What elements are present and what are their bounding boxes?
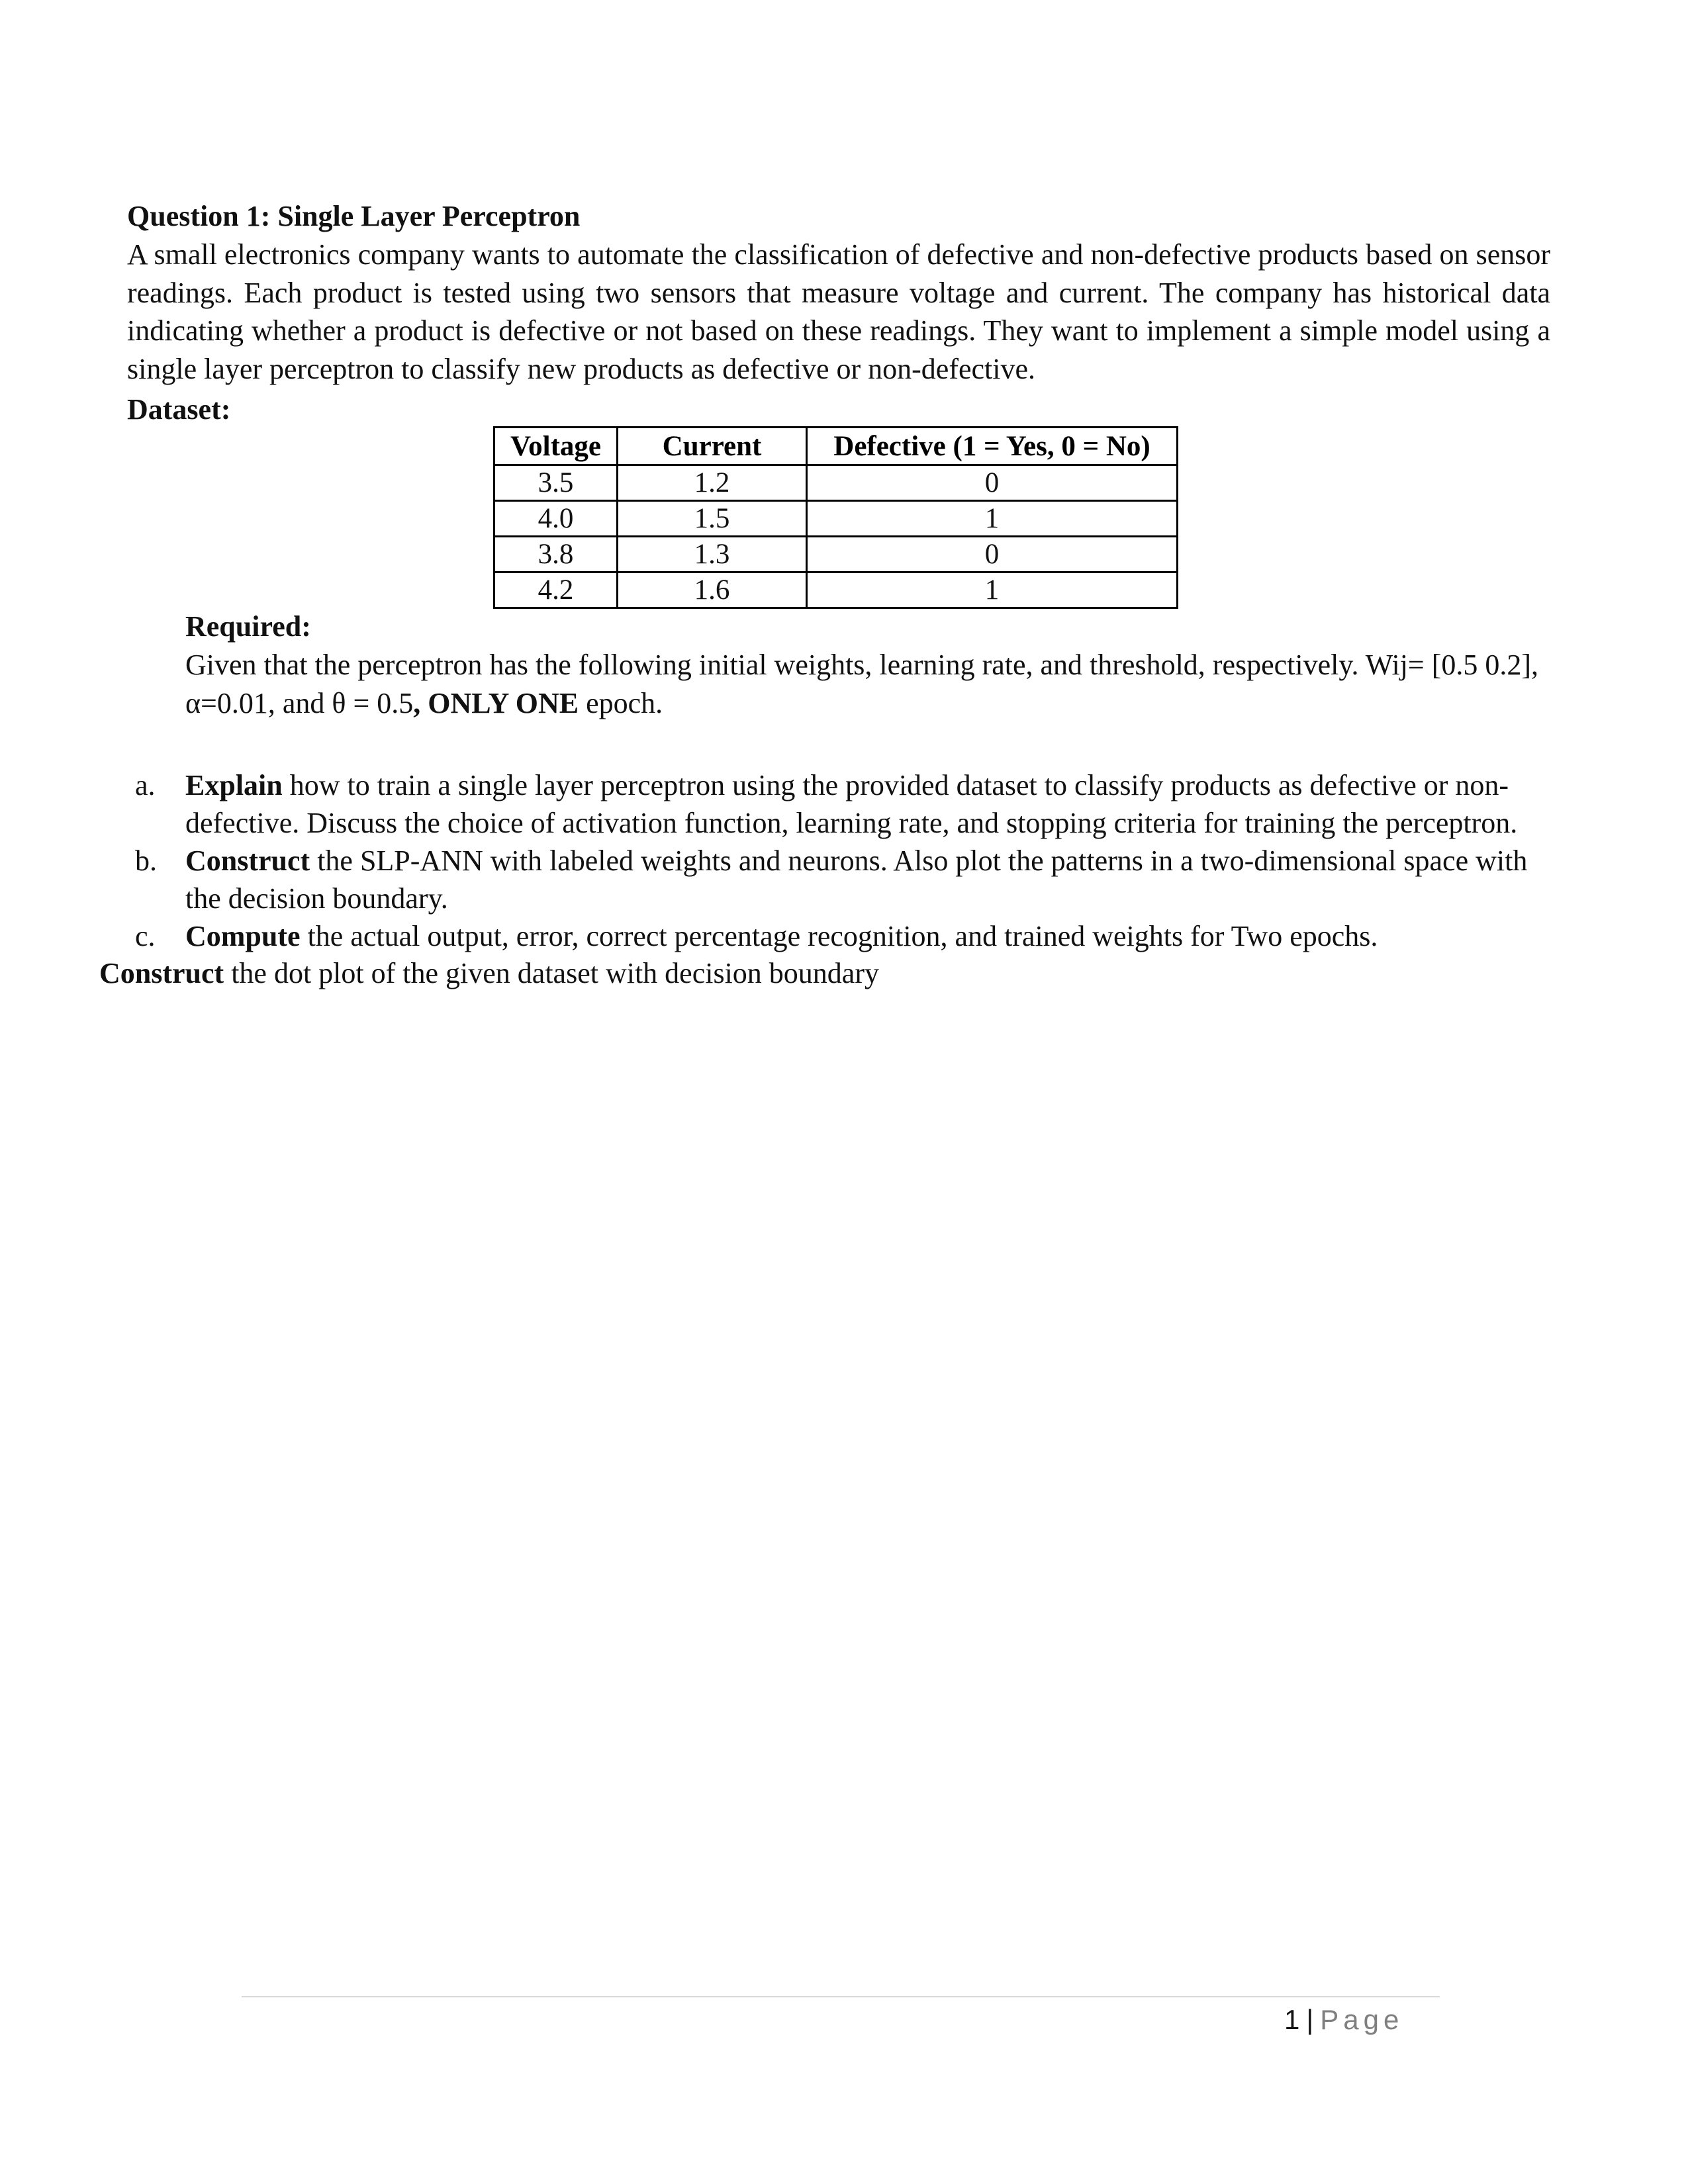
construct-dot-plot-line — [99, 954, 879, 992]
cell-defective: 1 — [807, 501, 1178, 537]
task-body — [185, 842, 1549, 917]
table-row — [494, 537, 1178, 572]
cell-defective: 0 — [807, 465, 1178, 501]
task-verb: Compute — [185, 920, 301, 952]
task-text: the SLP-ANN with labeled weights and neurons. Also plot the patterns in a two-dimensional space with the decision boundary. — [185, 844, 1528, 915]
task-body — [185, 917, 1549, 955]
cell-current: 1.6 — [618, 572, 807, 608]
task-verb: Construct — [185, 844, 310, 877]
task-marker: c. — [135, 920, 156, 952]
cell-current: 1.3 — [618, 537, 807, 572]
header-defective: Defective (1 = Yes, 0 = No) — [807, 428, 1178, 465]
task-text: the actual output, error, correct percentage recognition, and trained weights for Two epochs. — [300, 920, 1378, 952]
given-text: Given that the perceptron has the following initial weights, learning rate, and threshold, respectively. Wij= [0.5 0.2], α=0.01, and θ = 0.5 — [185, 649, 1539, 719]
task-marker: a. — [135, 769, 156, 801]
table-header-row — [494, 428, 1178, 465]
required-label: Required: — [185, 610, 311, 643]
header-current: Current — [618, 428, 807, 465]
table-row — [494, 465, 1178, 501]
cell-defective: 1 — [807, 572, 1178, 608]
cell-voltage: 3.8 — [494, 537, 618, 572]
footer-divider — [242, 1996, 1440, 1997]
task-text: how to train a single layer perceptron using the provided dataset to classify products as defective or non-defective. Discuss the choice of activation function, learning rate, and stopping criteria for training the perceptron. — [185, 769, 1518, 839]
cell-current: 1.2 — [618, 465, 807, 501]
cell-defective: 0 — [807, 537, 1178, 572]
cell-voltage: 4.0 — [494, 501, 618, 537]
cell-voltage: 4.2 — [494, 572, 618, 608]
table-row — [494, 501, 1178, 537]
page-label: Page — [1320, 2004, 1404, 2035]
construct-verb: Construct — [99, 957, 224, 989]
question-intro: A small electronics company wants to automate the classification of defective and non-defective products based on sensor readings. Each product is tested using two sensors that measure voltage and current. The company has historical data indicating whether a product is defective or not based on these readings. They want to implement a simple model using a single layer perceptron to classify new products as defective or non-defective. — [127, 238, 1550, 385]
task-body — [185, 766, 1549, 842]
cell-current: 1.5 — [618, 501, 807, 537]
header-voltage: Voltage — [494, 428, 618, 465]
construct-text: the dot plot of the given dataset with decision boundary — [224, 957, 879, 989]
table-row — [494, 572, 1178, 608]
given-bold: , ONLY ONE — [413, 687, 579, 719]
given-parameters — [185, 646, 1542, 723]
dataset-label: Dataset: — [127, 393, 231, 426]
task-marker: b. — [135, 844, 157, 877]
task-verb: Explain — [185, 769, 283, 801]
dataset-table — [493, 426, 1178, 609]
page-separator: | — [1306, 2004, 1314, 2035]
page-number: 1 — [1284, 2004, 1300, 2035]
given-end: epoch. — [579, 687, 663, 719]
cell-voltage: 3.5 — [494, 465, 618, 501]
page-footer — [1284, 2000, 1403, 2040]
question-title: Question 1: Single Layer Perceptron — [127, 200, 581, 232]
